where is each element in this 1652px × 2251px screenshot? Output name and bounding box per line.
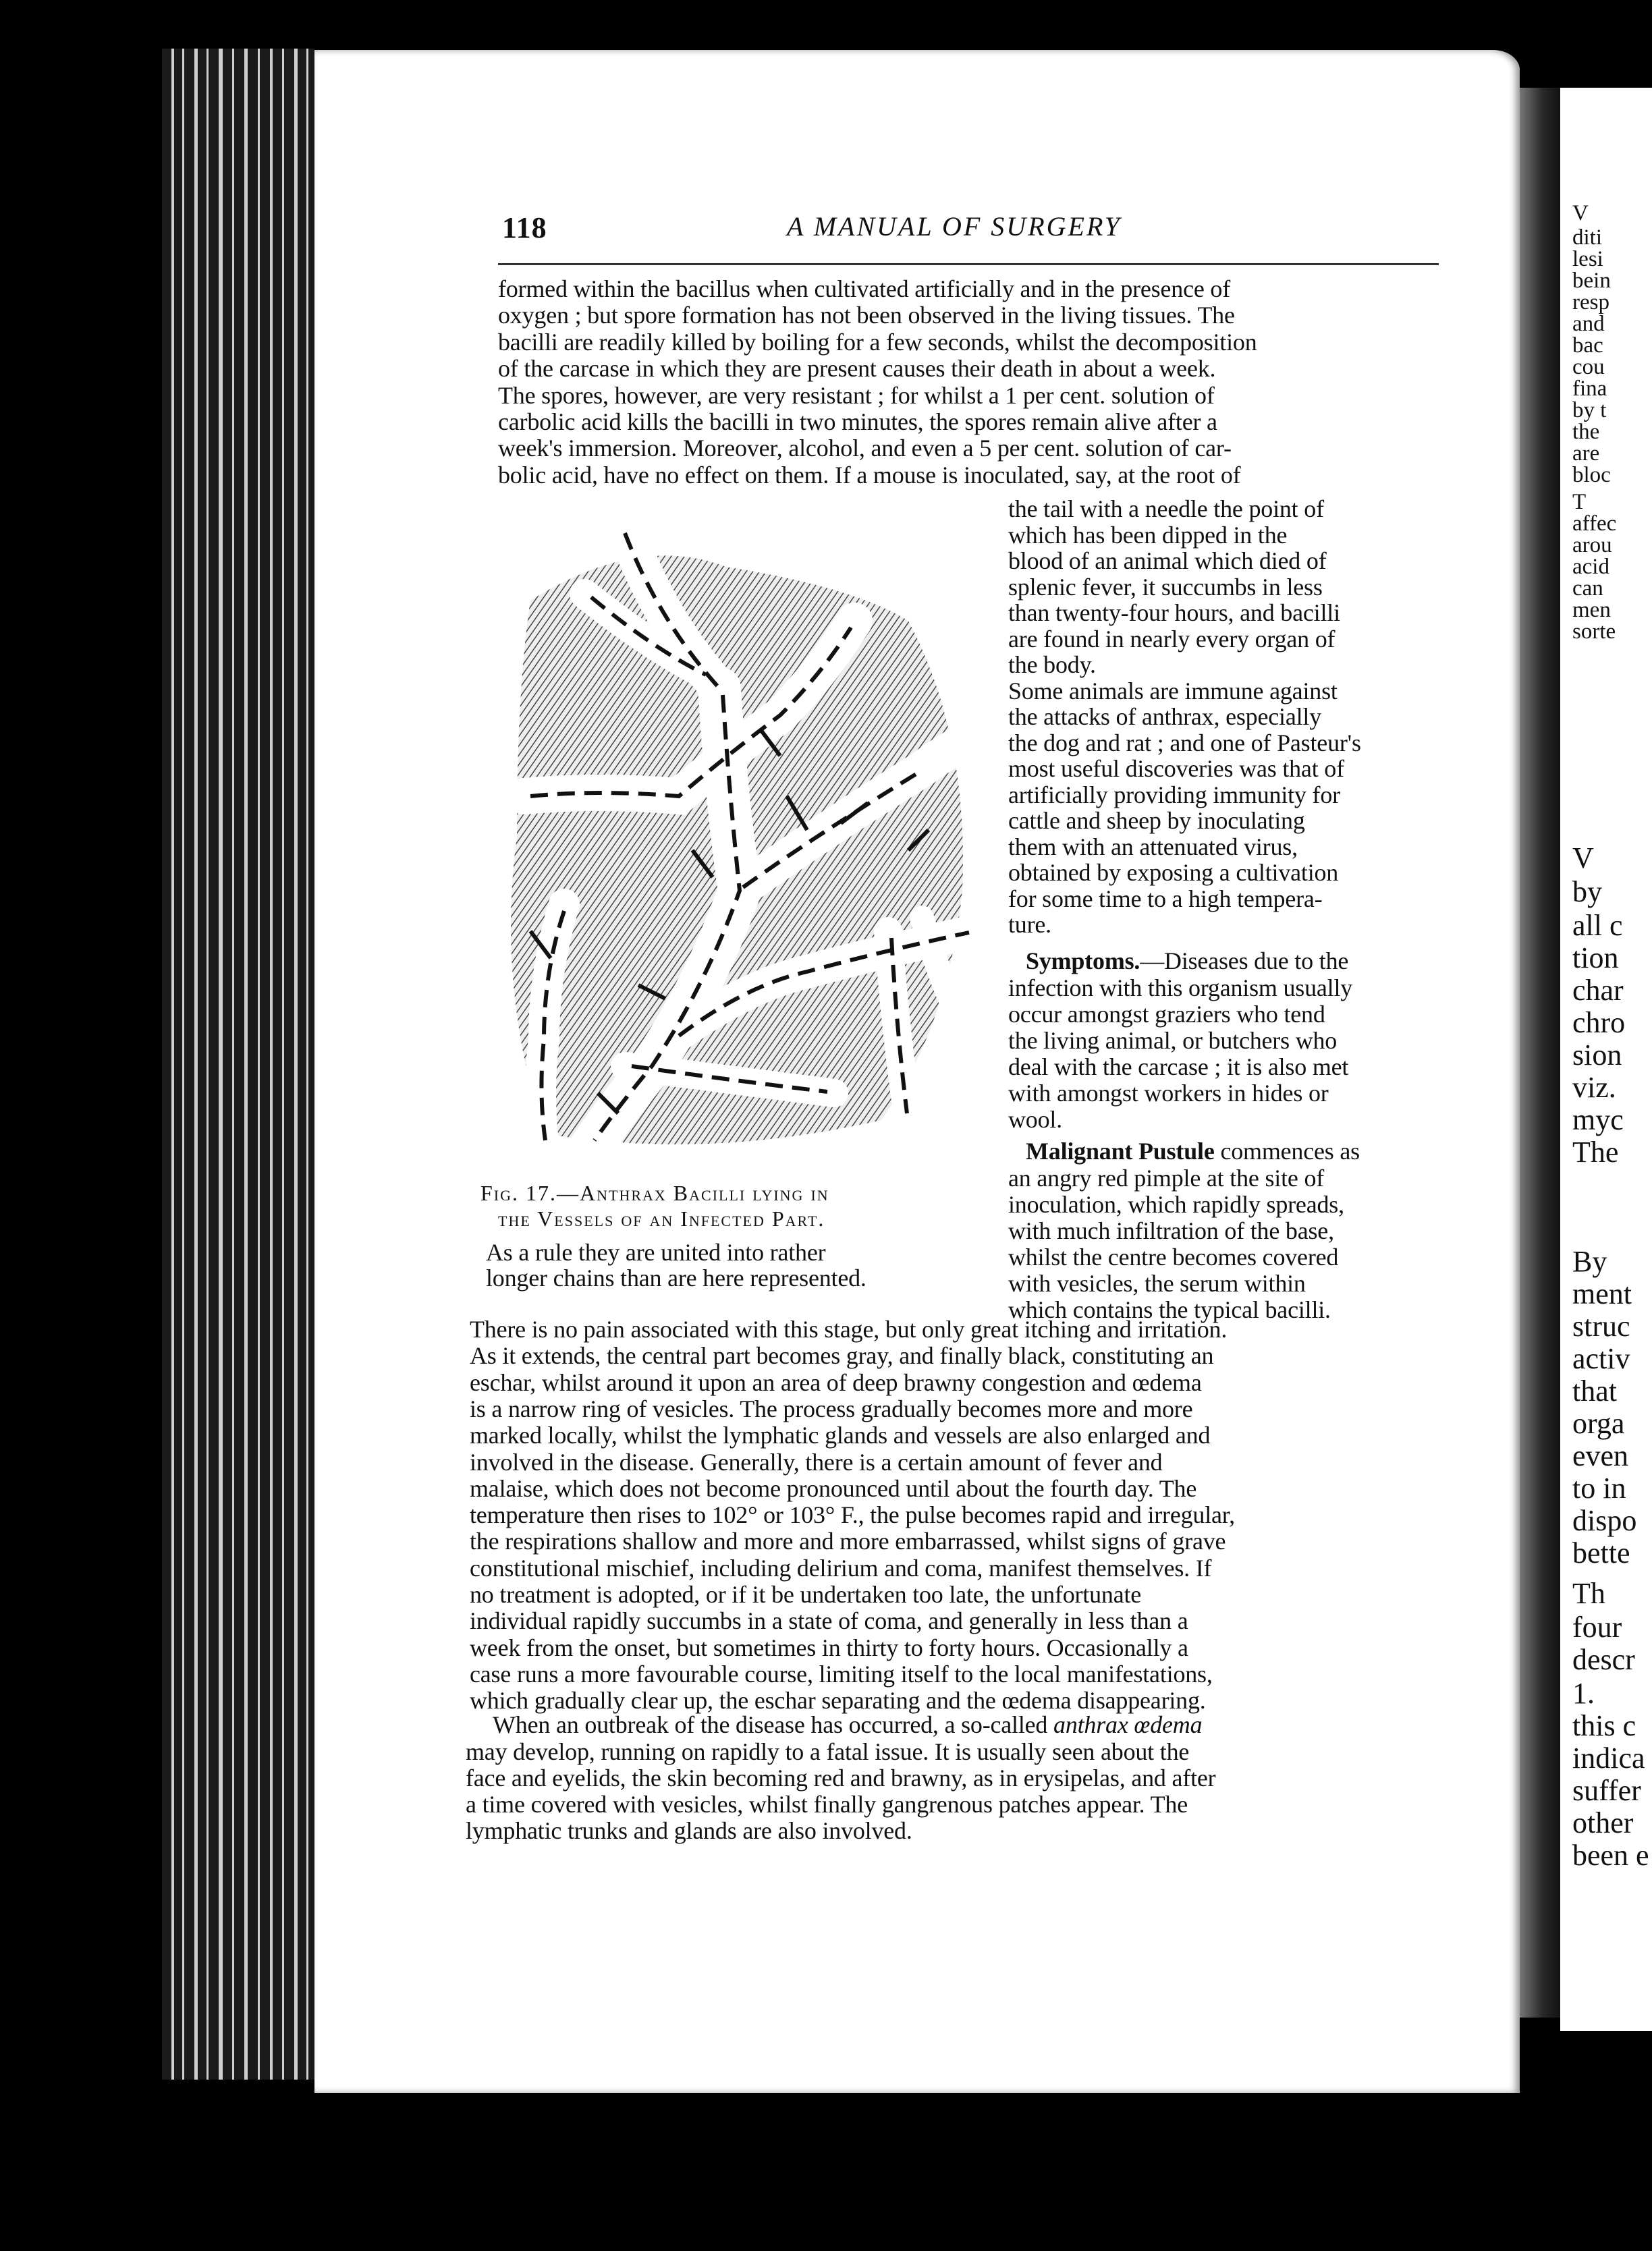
text-line: an angry red pimple at the site of: [1008, 1165, 1325, 1192]
text-line: cattle and sheep by inoculating: [1008, 807, 1305, 834]
facing-page-fragment: tion: [1572, 941, 1619, 974]
facing-page-fragment: T: [1572, 490, 1587, 514]
facing-page: [1560, 88, 1652, 2031]
facing-page-fragment: myc: [1572, 1103, 1624, 1136]
facing-page-fragment: sorte: [1572, 619, 1616, 644]
text-line: bolic acid, have no effect on them. If a mouse is inoculated, say, at the root of: [498, 461, 1241, 489]
text-line: which contains the typical bacilli.: [1008, 1296, 1331, 1323]
text-line: with much infiltration of the base,: [1008, 1217, 1334, 1244]
facing-page-fragment: char: [1572, 974, 1624, 1007]
facing-page-fragment: and: [1572, 312, 1605, 336]
facing-page-fragment: men: [1572, 598, 1611, 622]
facing-page-fragment: bloc: [1572, 463, 1611, 487]
facing-page-fragment: even: [1572, 1439, 1629, 1472]
text-line: face and eyelids, the skin becoming red and brawny, as in erysipelas, and after: [466, 1764, 1216, 1791]
text-line: the body.: [1008, 651, 1096, 678]
facing-page-fragment: fina: [1572, 377, 1607, 401]
symptoms-first-line: [1026, 949, 1348, 973]
text-line: is a narrow ring of vesicles. The process gradually becomes more and more: [470, 1395, 1193, 1422]
header-rule: [498, 263, 1439, 265]
facing-page-fragment: by: [1572, 875, 1602, 908]
facing-page-fragment: by t: [1572, 398, 1607, 422]
facing-page-fragment: descr: [1572, 1643, 1635, 1676]
facing-page-fragment: bette: [1572, 1536, 1630, 1569]
malignant-first-line: [1026, 1139, 1360, 1163]
oedema-first-text: When an outbreak of the disease has occurred, a so-called: [493, 1711, 1054, 1738]
facing-page-fragment: are: [1572, 441, 1600, 466]
malignant-first-text: commences as: [1214, 1138, 1360, 1165]
figure-note-line1: As a rule they are united into rather: [486, 1239, 826, 1266]
facing-page-fragment: arou: [1572, 533, 1612, 557]
text-line: are found in nearly every organ of: [1008, 625, 1336, 652]
figure-note-line2: longer chains than are here represented.: [486, 1265, 866, 1291]
text-line: with amongst workers in hides or: [1008, 1080, 1329, 1107]
text-line: marked locally, whilst the lymphatic glands and vessels are also enlarged and: [470, 1422, 1211, 1449]
figure-caption-line1: Fig. 17.—Anthrax Bacilli lying in: [480, 1181, 829, 1205]
facing-page-fragment: viz.: [1572, 1071, 1616, 1104]
text-line: obtained by exposing a cultivation: [1008, 859, 1339, 886]
facing-page-fragment: The: [1572, 1136, 1619, 1169]
text-line: may develop, running on rapidly to a fatal issue. It is usually seen about the: [466, 1738, 1190, 1765]
text-line: There is no pain associated with this stage, but only great itching and irritation.: [470, 1316, 1228, 1343]
facing-page-fragment: 1.: [1572, 1677, 1595, 1710]
text-line: Some animals are immune against: [1008, 677, 1338, 704]
text-line: oxygen ; but spore formation has not been observed in the living tissues. The: [498, 302, 1235, 329]
text-line: which gradually clear up, the eschar separating and the œdema disappearing.: [470, 1687, 1206, 1715]
facing-page-fragment: affec: [1572, 511, 1617, 536]
text-line: which has been dipped in the: [1008, 521, 1288, 549]
malignant-heading: Malignant Pustule: [1026, 1138, 1215, 1165]
facing-page-fragment: struc: [1572, 1310, 1630, 1343]
text-line: infection with this organism usually: [1008, 974, 1353, 1001]
text-line: week from the onset, but sometimes in thirty to forty hours. Occasionally a: [470, 1634, 1188, 1661]
text-line: formed within the bacillus when cultivated artificially and in the presence of: [498, 275, 1231, 302]
text-line: ture.: [1008, 911, 1051, 938]
text-line: of the carcase in which they are present causes their death in about a week.: [498, 355, 1216, 383]
text-line: with vesicles, the serum within: [1008, 1270, 1306, 1297]
figure-anthrax-bacilli: [503, 513, 981, 1162]
text-line: the tail with a needle the point of: [1008, 495, 1324, 522]
running-title: A MANUAL OF SURGERY: [787, 211, 1122, 242]
facing-page-fragment: four: [1572, 1611, 1622, 1644]
text-line: involved in the disease. Generally, there is a certain amount of fever and: [470, 1448, 1163, 1476]
facing-page-fragment: that: [1572, 1374, 1617, 1408]
text-line: constitutional mischief, including delirium and coma, manifest themselves. If: [470, 1554, 1212, 1582]
facing-page-fragment: indica: [1572, 1742, 1645, 1775]
text-line: the living animal, or butchers who: [1008, 1027, 1338, 1054]
anthrax-oedema-term: anthrax œdema: [1053, 1711, 1203, 1738]
text-line: wool.: [1008, 1106, 1063, 1133]
facing-page-fragment: been e: [1572, 1839, 1649, 1872]
text-line: carbolic acid kills the bacilli in two minutes, the spores remain alive after a: [498, 408, 1217, 435]
facing-page-fragment: diti: [1572, 225, 1603, 250]
text-line: most useful discoveries was that of: [1008, 755, 1344, 782]
text-line: than twenty-four hours, and bacilli: [1008, 599, 1340, 626]
text-line: no treatment is adopted, or if it be undertaken too late, the unfortunate: [470, 1581, 1142, 1608]
book-gutter: [1520, 88, 1560, 2018]
facing-page-fragment: bein: [1572, 269, 1611, 293]
facing-page-fragment: dispo: [1572, 1504, 1637, 1537]
facing-page-fragment: V: [1572, 841, 1594, 874]
text-line: the attacks of anthrax, especially: [1008, 703, 1321, 730]
facing-page-fragment: lesi: [1572, 247, 1603, 271]
text-line: case runs a more favourable course, limiting itself to the local manifestations,: [470, 1660, 1213, 1688]
facing-page-fragment: orga: [1572, 1407, 1625, 1440]
text-line: for some time to a high tempera-: [1008, 885, 1323, 912]
facing-page-fragment: the: [1572, 420, 1600, 444]
facing-page-fragment: suffer: [1572, 1774, 1641, 1807]
facing-page-fragment: all c: [1572, 909, 1623, 942]
page-number: 118: [502, 211, 547, 244]
text-line: occur amongst graziers who tend: [1008, 1001, 1325, 1028]
facing-page-fragment: resp: [1572, 290, 1609, 314]
facing-page-fragment: ment: [1572, 1277, 1632, 1310]
text-line: a time covered with vesicles, whilst finally gangrenous patches appear. The: [466, 1791, 1188, 1818]
facing-page-fragment: to in: [1572, 1472, 1626, 1505]
text-line: the respirations shallow and more and more embarrassed, whilst signs of grave: [470, 1528, 1226, 1555]
facing-page-fragment: chro: [1572, 1006, 1626, 1039]
text-line: splenic fever, it succumbs in less: [1008, 573, 1323, 601]
facing-page-fragment: this c: [1572, 1709, 1636, 1742]
text-line: lymphatic trunks and glands are also involved.: [466, 1817, 912, 1844]
facing-page-fragment: sion: [1572, 1038, 1622, 1072]
text-line: eschar, whilst around it upon an area of deep brawny congestion and œdema: [470, 1368, 1202, 1396]
text-line: bacilli are readily killed by boiling for a few seconds, whilst the decomposition: [498, 328, 1257, 356]
facing-page-fragment: By: [1572, 1245, 1607, 1278]
text-line: blood of an animal which died of: [1008, 547, 1327, 574]
symptoms-first-text: —Diseases due to the: [1140, 947, 1349, 974]
text-line: inoculation, which rapidly spreads,: [1008, 1191, 1344, 1218]
text-line: artificially providing immunity for: [1008, 781, 1340, 808]
text-line: The spores, however, are very resistant ; for whilst a 1 per cent. solution of: [498, 381, 1215, 409]
facing-page-fragment: activ: [1572, 1342, 1630, 1375]
text-line: temperature then rises to 102° or 103° F., the pulse becomes rapid and irregular,: [470, 1501, 1235, 1529]
text-line: As it extends, the central part becomes gray, and finally black, constituting an: [470, 1342, 1214, 1370]
facing-page-fragment: acid: [1572, 555, 1609, 579]
text-line: deal with the carcase ; it is also met: [1008, 1053, 1349, 1080]
text-line: individual rapidly succumbs in a state of coma, and generally in less than a: [470, 1607, 1188, 1635]
text-line: the dog and rat ; and one of Pasteur's: [1008, 729, 1361, 756]
text-line: them with an attenuated virus,: [1008, 833, 1298, 860]
oedema-first-line: [493, 1713, 1202, 1737]
facing-page-fragment: other: [1572, 1806, 1634, 1839]
facing-page-fragment: Th: [1572, 1577, 1605, 1610]
symptoms-heading: Symptoms.: [1026, 947, 1140, 974]
facing-page-fragment: V: [1572, 201, 1589, 225]
text-line: week's immersion. Moreover, alcohol, and even a 5 per cent. solution of car-: [498, 435, 1232, 462]
figure-caption-line2: the Vessels of an Infected Part.: [498, 1206, 825, 1231]
text-line: whilst the centre becomes covered: [1008, 1244, 1339, 1271]
facing-page-fragment: bac: [1572, 333, 1603, 358]
facing-page-fragment: can: [1572, 576, 1603, 601]
facing-page-fragment: cou: [1572, 355, 1605, 379]
text-line: malaise, which does not become pronounced until about the fourth day. The: [470, 1474, 1197, 1502]
book-page-edges: [162, 49, 314, 2080]
